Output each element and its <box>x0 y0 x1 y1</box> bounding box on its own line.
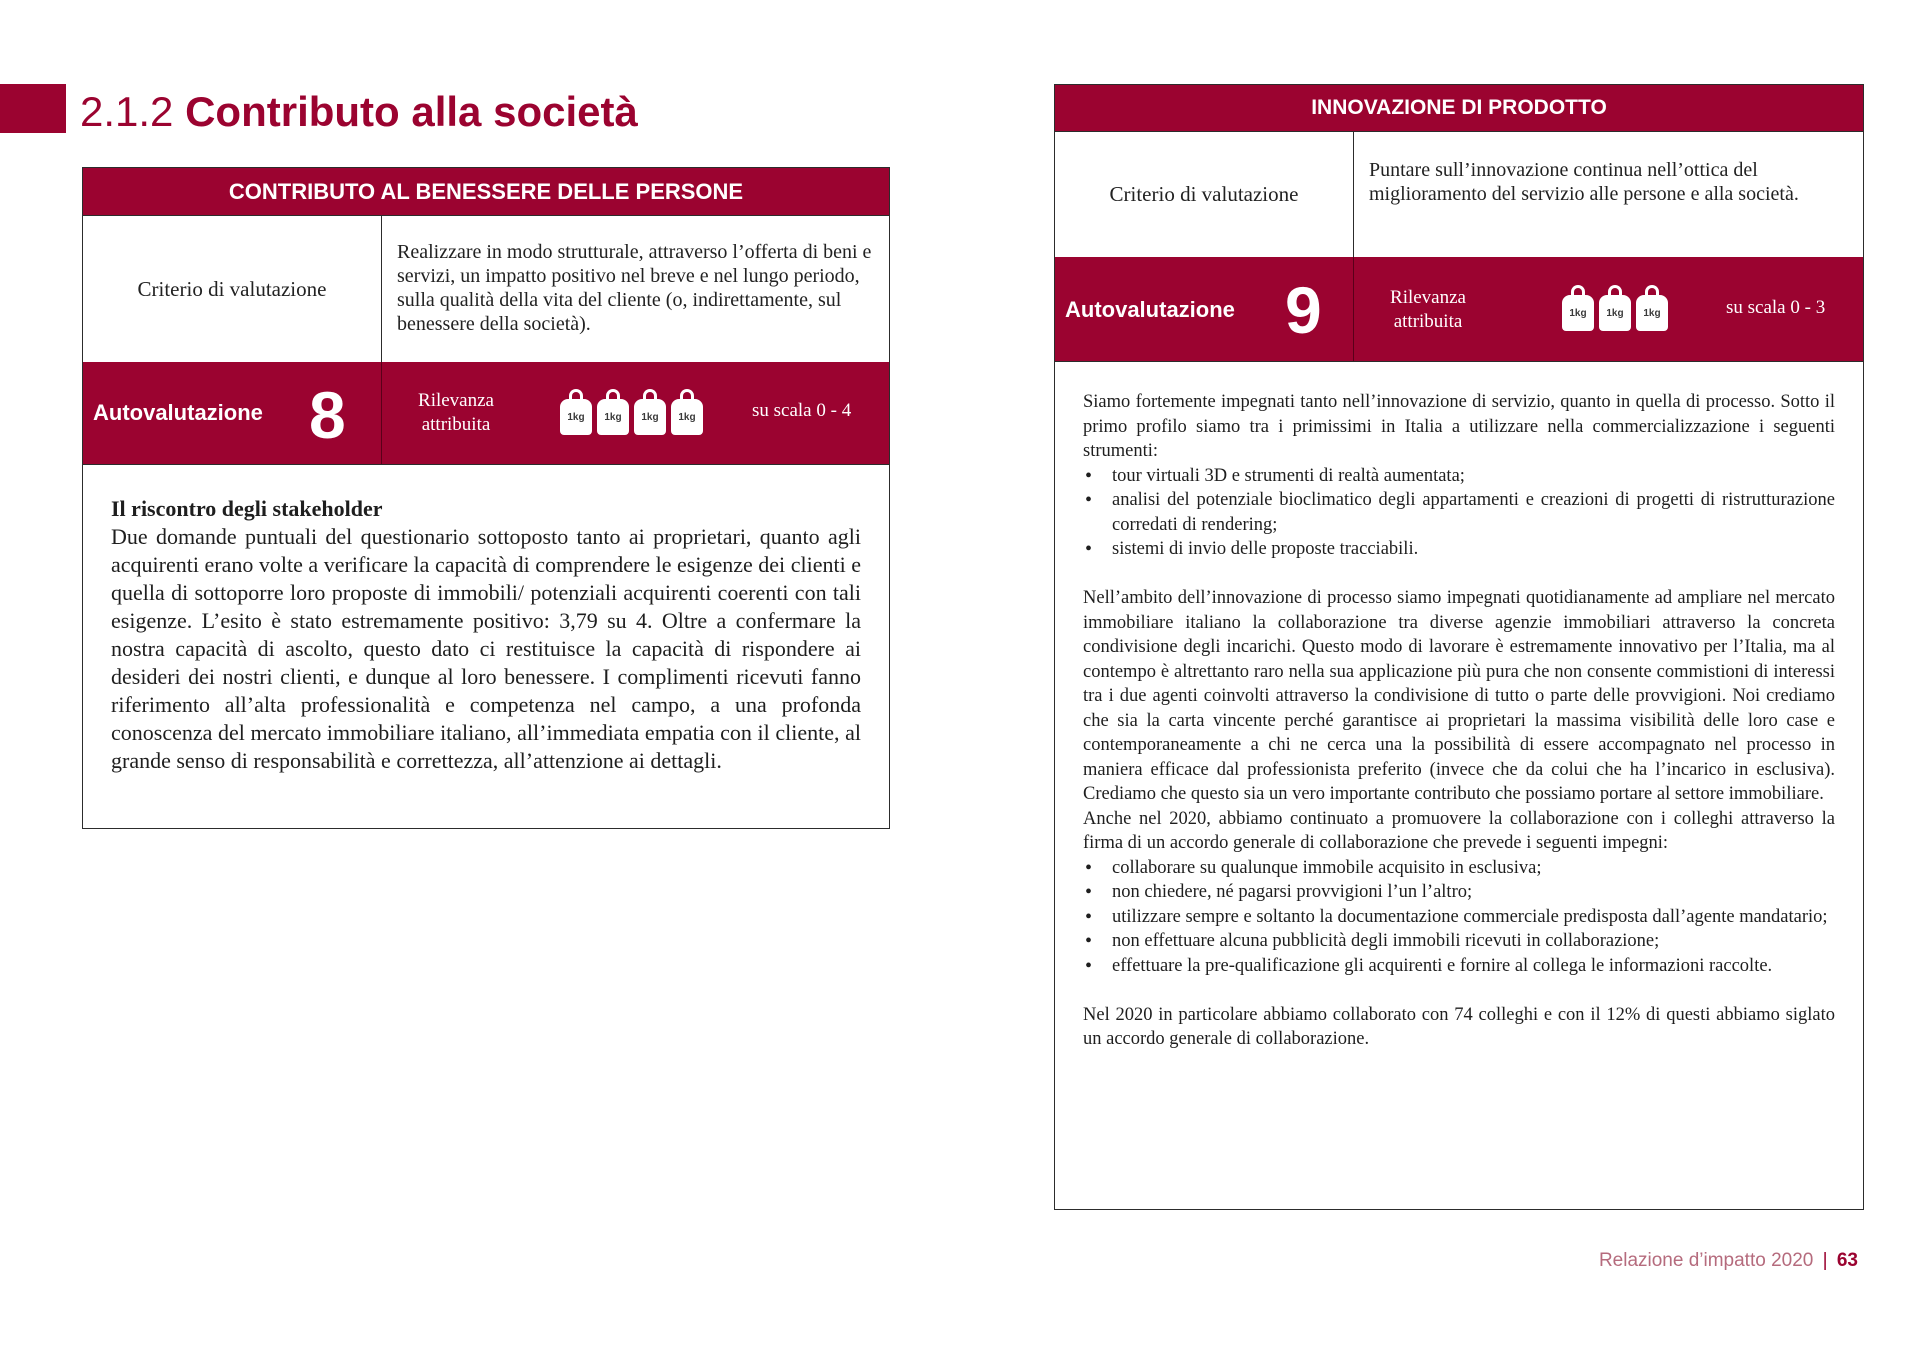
page-footer <box>1599 1250 1858 1272</box>
weight-icon: 1kg <box>1599 285 1631 331</box>
footer-separator: | <box>1822 1250 1828 1271</box>
benessere-relevance-label: Rilevanza attribuita <box>418 390 494 435</box>
benessere-relevance <box>382 362 889 464</box>
tools-list <box>1083 464 1835 562</box>
section-title-text: Contributo alla società <box>185 88 638 135</box>
agreement-intro: Anche nel 2020, abbiamo continuato a promuovere la collaborazione con i colleghi attraverso la firma di un accordo generale di collaborazione che prevede i seguenti impegni: <box>1083 808 1835 853</box>
list-item: • non effettuare alcuna pubblicità degli immobili ricevuti in collaborazione; <box>1083 929 1835 954</box>
innovazione-self-assessment-label: Autovalutazione <box>1065 297 1235 322</box>
list-item: • utilizzare sempre e soltanto la documentazione commerciale predisposta dall’agente mandatario; <box>1083 905 1835 930</box>
section-title <box>80 84 638 140</box>
benessere-criterion-label: Criterio di valutazione <box>83 216 382 362</box>
page-number: 63 <box>1836 1250 1858 1271</box>
list-item: • collaborare su qualunque immobile acquisito in esclusiva; <box>1083 856 1835 881</box>
weight-icon: 1kg <box>634 389 666 435</box>
innovazione-criterion-row <box>1055 131 1863 257</box>
innovazione-score: 9 <box>1285 273 1322 347</box>
benessere-rating-row <box>83 362 889 464</box>
weight-icon: 1kg <box>671 389 703 435</box>
innovazione-body <box>1055 361 1863 1052</box>
innovazione-criterion-label: Criterio di valutazione <box>1055 132 1354 257</box>
benessere-score: 8 <box>309 378 346 452</box>
weight-icon: 1kg <box>560 389 592 435</box>
list-item: • analisi del potenziale bioclimatico degli appartamenti e creazioni di progetti di ristrutturazione corredati di rendering; <box>1083 488 1835 537</box>
list-item: • tour virtuali 3D e strumenti di realtà aumentata; <box>1083 464 1835 489</box>
innovazione-weights <box>1562 285 1668 331</box>
heading-accent-bar <box>0 84 66 133</box>
weight-icon: 1kg <box>1636 285 1668 331</box>
benessere-self-assessment-label: Autovalutazione <box>93 400 263 425</box>
benessere-scale: su scala 0 - 4 <box>752 400 852 421</box>
process-paragraph: Nell’ambito dell’innovazione di processo siamo impegnati quotidianamente ad ampliare nel mercato immobiliare italiano la collaborazione tra diverse agenzie immobiliari attraverso la concreta condivisione degli incarichi. Questo modo di lavorare è estremamente innovativo per l’Italia, ma al contempo è altrettanto raro nella sua applicazione più pura che non consente commistioni di interessi tra i due agenti coinvolti attraverso la condivisione di tutto o parte delle provvigioni. Noi crediamo che sia la carta vincente perché garantisce ai proprietari la massima visibilità delle loro case e contemporaneamente a chi ne cerca una la possibilità di essere accompagnato nel processo in maniera efficace dal professionista preferito (invece che da colui che ha l’incarico in esclusiva). Crediamo che questo sia un vero importante contributo che possiamo portare al settore immobiliare. <box>1083 588 1835 804</box>
section-number: 2.1.2 <box>80 88 174 135</box>
list-item: • non chiedere, né pagarsi provvigioni l’un l’altro; <box>1083 880 1835 905</box>
innovazione-self-assessment <box>1055 257 1354 361</box>
innovazione-relevance <box>1354 257 1863 361</box>
innovazione-relevance-label: Rilevanza attribuita <box>1390 287 1466 332</box>
report-title: Relazione d’impatto 2020 <box>1598 1250 1814 1271</box>
commitments-list <box>1083 856 1835 979</box>
innovazione-card <box>1054 84 1864 1210</box>
innovazione-criterion-text: Puntare sull’innovazione continua nell’ottica del miglioramento del servizio alle persone e alla società. <box>1369 159 1799 205</box>
weight-icon: 1kg <box>597 389 629 435</box>
benessere-criterion-row <box>83 215 889 362</box>
innovazione-card-header: INNOVAZIONE DI PRODOTTO <box>1055 85 1863 131</box>
innovazione-rating-row <box>1055 257 1863 361</box>
benessere-card <box>82 167 890 829</box>
benessere-feedback <box>83 464 889 775</box>
feedback-title: Il riscontro degli stakeholder <box>111 496 383 521</box>
innovazione-intro: Siamo fortemente impegnati tanto nell’innovazione di servizio, quanto in quella di processo. Sotto il primo profilo siamo tra i primissimi in Italia a utilizzare nella commercializzazione i seguenti strumenti: <box>1083 392 1835 461</box>
benessere-weights <box>560 389 703 435</box>
list-item: • sistemi di invio delle proposte tracciabili. <box>1083 537 1835 562</box>
benessere-self-assessment <box>83 362 382 464</box>
closing-paragraph: Nel 2020 in particolare abbiamo collaborato con 74 colleghi e con il 12% di questi abbiamo siglato un accordo generale di collaborazione. <box>1083 1004 1835 1049</box>
benessere-criterion-text: Realizzare in modo strutturale, attraverso l’offerta di beni e servizi, un impatto positivo nel breve e nel lungo periodo, sulla qualità della vita del cliente (o, indirettamente, sul benessere della società). <box>397 241 872 335</box>
benessere-card-header: CONTRIBUTO AL BENESSERE DELLE PERSONE <box>83 168 889 215</box>
list-item: • effettuare la pre-qualificazione gli acquirenti e fornire al collega le informazioni raccolte. <box>1083 954 1835 979</box>
weight-icon: 1kg <box>1562 285 1594 331</box>
feedback-text: Due domande puntuali del questionario sottoposto tanto ai proprietari, quanto agli acquirenti erano volte a verificare la capacità di comprendere le esigenze dei clienti e quella di sottoporre loro proposte di immobili/ potenziali acquirenti coerenti con tali esigenze. L’esito è stato estremamente positivo: 3,79 su 4. Oltre a confermare la nostra capacità di ascolto, questo dato ci restituisce la capacità di rispondere ai desideri dei nostri clienti, e dunque al loro benessere. I complimenti ricevuti fanno riferimento all’alta professionalità e competenza nel campo, a una profonda conoscenza del mercato immobiliare italiano, all’immediata empatia con il cliente, al grande senso di responsabilità e correttezza, all’attenzione ai dettagli. <box>111 524 861 773</box>
innovazione-scale: su scala 0 - 3 <box>1726 297 1826 318</box>
